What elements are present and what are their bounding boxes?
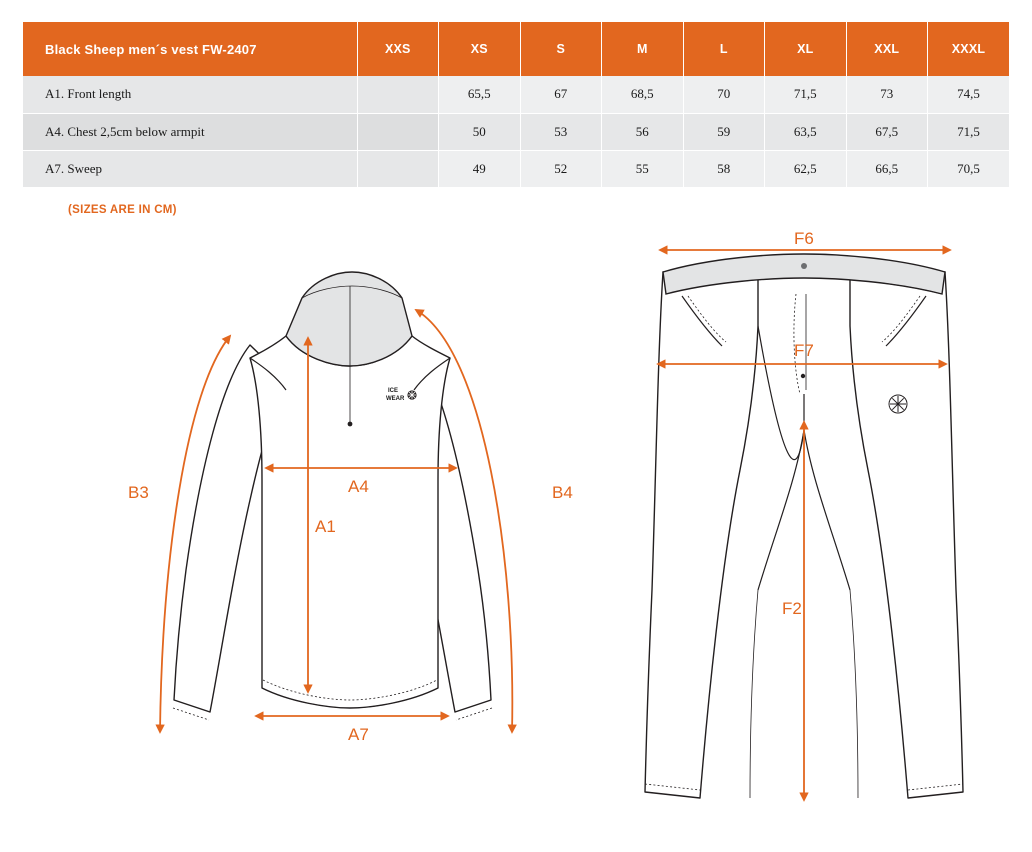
measurement-value: 59 bbox=[683, 113, 765, 150]
table-header-row bbox=[23, 22, 1009, 76]
dimension-label-f2: F2 bbox=[782, 599, 802, 618]
measurement-value: 63,5 bbox=[765, 113, 847, 150]
product-title-cell: Black Sheep men´s vest FW-2407 bbox=[23, 22, 357, 76]
measurement-value: 67,5 bbox=[846, 113, 928, 150]
measurement-value: 49 bbox=[439, 150, 521, 187]
measurement-value: 62,5 bbox=[765, 150, 847, 187]
measurement-value: 65,5 bbox=[439, 76, 521, 113]
pants-right-leg bbox=[850, 268, 963, 798]
measurement-value: 58 bbox=[683, 150, 765, 187]
column-header-s: S bbox=[520, 22, 602, 76]
column-header-xxxl: XXXL bbox=[928, 22, 1010, 76]
brand-logo-line1: ICE bbox=[388, 388, 399, 394]
waist-button-icon bbox=[801, 263, 807, 269]
zipper-pull-icon bbox=[348, 422, 353, 427]
dimension-label-a7: A7 bbox=[348, 725, 369, 744]
column-header-m: M bbox=[602, 22, 684, 76]
dimension-label-a1: A1 bbox=[315, 517, 336, 536]
pants-left-leg bbox=[645, 268, 758, 798]
measurement-value: 55 bbox=[602, 150, 684, 187]
measurement-value bbox=[357, 150, 439, 187]
measurement-value: 68,5 bbox=[602, 76, 684, 113]
measurement-value bbox=[357, 76, 439, 113]
measurement-value: 52 bbox=[520, 150, 602, 187]
measurement-label: A1. Front length bbox=[23, 76, 357, 113]
table-head bbox=[23, 22, 1009, 76]
dimension-label-a4: A4 bbox=[348, 477, 369, 496]
measurement-value: 71,5 bbox=[928, 113, 1010, 150]
jacket-technical-drawing bbox=[100, 240, 600, 810]
measurement-value: 66,5 bbox=[846, 150, 928, 187]
table-body bbox=[23, 76, 1009, 187]
units-note: (SIZES ARE IN CM) bbox=[68, 204, 177, 216]
measurement-value: 73 bbox=[846, 76, 928, 113]
table-row bbox=[23, 76, 1009, 113]
brand-logo-line2: WEAR bbox=[386, 396, 405, 402]
measurement-value bbox=[357, 113, 439, 150]
snowflake-icon bbox=[407, 390, 416, 399]
fly-zipper-pull-icon bbox=[801, 374, 805, 378]
table-row bbox=[23, 150, 1009, 187]
measurement-value: 71,5 bbox=[765, 76, 847, 113]
size-chart-table-wrapper bbox=[23, 22, 1009, 188]
size-chart-table bbox=[23, 22, 1009, 188]
column-header-l: L bbox=[683, 22, 765, 76]
measurement-label: A7. Sweep bbox=[23, 150, 357, 187]
leg-split-line bbox=[750, 590, 758, 798]
measurement-value: 74,5 bbox=[928, 76, 1010, 113]
dimension-label-f6: F6 bbox=[794, 230, 814, 248]
measurement-value: 70,5 bbox=[928, 150, 1010, 187]
pants-technical-drawing bbox=[600, 230, 1000, 820]
inseam-left bbox=[758, 430, 804, 590]
dimension-label-b4: B4 bbox=[552, 483, 573, 502]
leg-split-line-right bbox=[850, 590, 858, 798]
dimension-label-f7: F7 bbox=[794, 341, 814, 360]
measurement-value: 56 bbox=[602, 113, 684, 150]
column-header-xs: XS bbox=[439, 22, 521, 76]
column-header-xxs: XXS bbox=[357, 22, 439, 76]
table-row bbox=[23, 113, 1009, 150]
column-header-xl: XL bbox=[765, 22, 847, 76]
column-header-xxl: XXL bbox=[846, 22, 928, 76]
inseam-right bbox=[804, 430, 850, 590]
measurement-value: 50 bbox=[439, 113, 521, 150]
dimension-label-b3: B3 bbox=[128, 483, 149, 502]
measurement-value: 53 bbox=[520, 113, 602, 150]
measurement-value: 67 bbox=[520, 76, 602, 113]
measurement-label: A4. Chest 2,5cm below armpit bbox=[23, 113, 357, 150]
snowflake-icon bbox=[889, 395, 907, 413]
measurement-value: 70 bbox=[683, 76, 765, 113]
